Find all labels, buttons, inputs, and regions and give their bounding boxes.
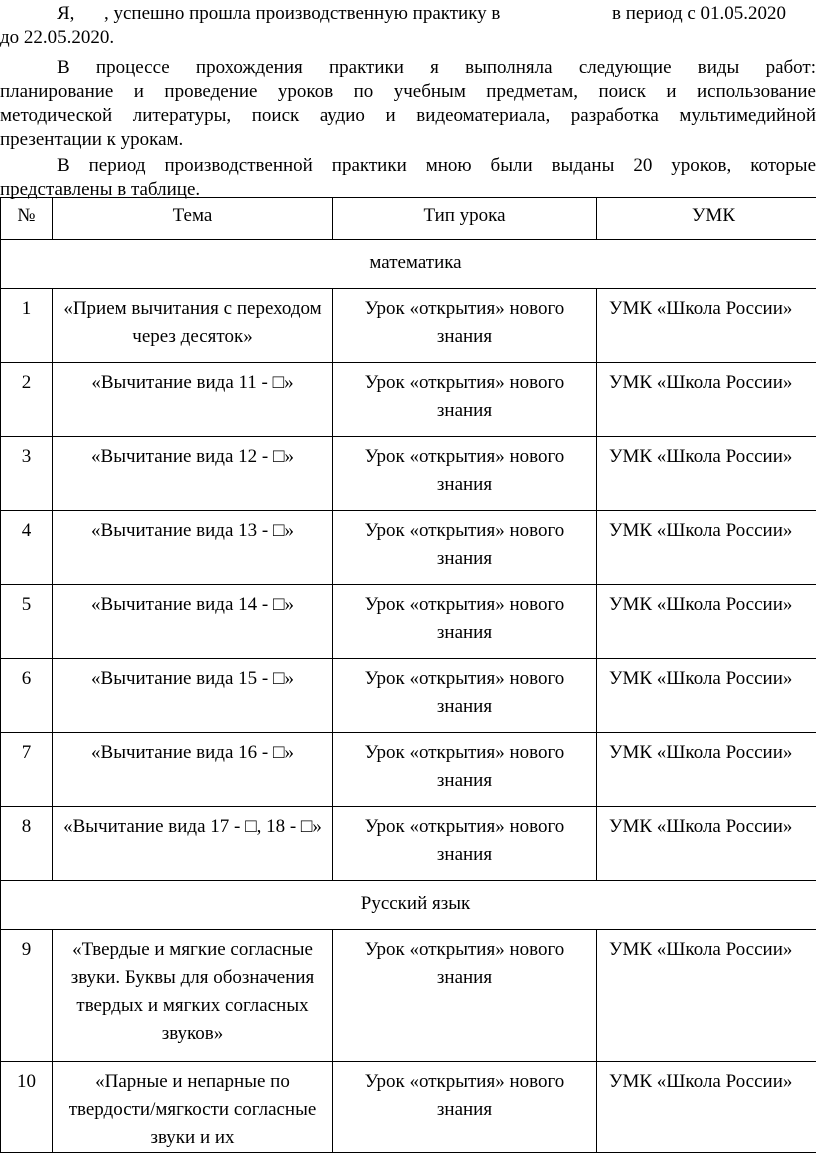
paragraph-works: В процессе прохождения практики я выполняла следующие виды работ: планирование и проведение уроков по учебным предметам, поиск и использование методической литературы, поиск аудио и видеоматериала, разработка мультимедийной презентации к урокам. [0,57,816,150]
table-row [1,1062,816,1153]
lesson-umk: УМК «Школа России» [597,289,816,363]
intro-period: в период с 01.05.2020 [612,3,787,24]
section-row [1,240,816,289]
section-title: математика [1,240,816,289]
table-row [1,807,816,881]
lesson-type: Урок «открытия» нового знания [333,289,597,363]
lesson-number: 10 [1,1062,53,1153]
lesson-umk: УМК «Школа России» [597,807,816,881]
lesson-number: 1 [1,289,53,363]
lesson-umk: УМК «Школа России» [597,437,816,511]
intro-text: , успешно прошла производственную практику в [104,3,501,24]
lesson-type: Урок «открытия» нового знания [333,437,597,511]
table-header-row [1,198,816,240]
lesson-number: 5 [1,585,53,659]
lesson-umk: УМК «Школа России» [597,585,816,659]
lesson-number: 8 [1,807,53,881]
section-title: Русский язык [1,881,816,930]
lesson-umk: УМК «Школа России» [597,1062,816,1153]
lesson-umk: УМК «Школа России» [597,363,816,437]
lesson-type: Урок «открытия» нового знания [333,363,597,437]
lesson-type: Урок «открытия» нового знания [333,1062,597,1153]
lesson-topic: «Твердые и мягкие согласные звуки. Буквы для обозначения твердых и мягких согласных звуков» [53,930,333,1062]
table-row [1,659,816,733]
lesson-number: 4 [1,511,53,585]
col-header-number: № [1,198,53,240]
lesson-topic: «Вычитание вида 13 - □» [53,511,333,585]
lesson-topic: «Вычитание вида 15 - □» [53,659,333,733]
lesson-umk: УМК «Школа России» [597,930,816,1062]
lesson-type: Урок «открытия» нового знания [333,930,597,1062]
lesson-umk: УМК «Школа России» [597,733,816,807]
lesson-number: 7 [1,733,53,807]
table-row [1,930,816,1062]
lesson-topic: «Прием вычитания с переходом через десяток» [53,289,333,363]
lesson-number: 6 [1,659,53,733]
intro-line2: до 22.05.2020. [0,27,115,48]
lesson-type: Урок «открытия» нового знания [333,511,597,585]
col-header-type: Тип урока [333,198,597,240]
lesson-number: 3 [1,437,53,511]
table-row [1,363,816,437]
table-row [1,585,816,659]
paragraph-lessons: В период производственной практики мною были выданы 20 уроков, которые представлены в таблице. [0,155,816,200]
lesson-type: Урок «открытия» нового знания [333,733,597,807]
lesson-umk: УМК «Школа России» [597,659,816,733]
lesson-number: 9 [1,930,53,1062]
lesson-number: 2 [1,363,53,437]
table-row [1,511,816,585]
lesson-topic: «Вычитание вида 14 - □» [53,585,333,659]
section-row [1,881,816,930]
lesson-topic: «Вычитание вида 17 - □, 18 - □» [53,807,333,881]
col-header-umk: УМК [597,198,816,240]
lesson-topic: «Вычитание вида 12 - □» [53,437,333,511]
lessons-table [0,197,816,1153]
col-header-topic: Тема [53,198,333,240]
lesson-topic: «Вычитание вида 11 - □» [53,363,333,437]
table-row [1,437,816,511]
lesson-type: Урок «открытия» нового знания [333,585,597,659]
lesson-topic: «Вычитание вида 16 - □» [53,733,333,807]
paragraph-intro [0,2,816,50]
lesson-type: Урок «открытия» нового знания [333,659,597,733]
table-row [1,289,816,363]
lesson-topic: «Парные и непарные по твердости/мягкости согласные звуки и их [53,1062,333,1153]
table-row [1,733,816,807]
lesson-type: Урок «открытия» нового знания [333,807,597,881]
intro-name: Я, [57,3,75,24]
lesson-umk: УМК «Школа России» [597,511,816,585]
